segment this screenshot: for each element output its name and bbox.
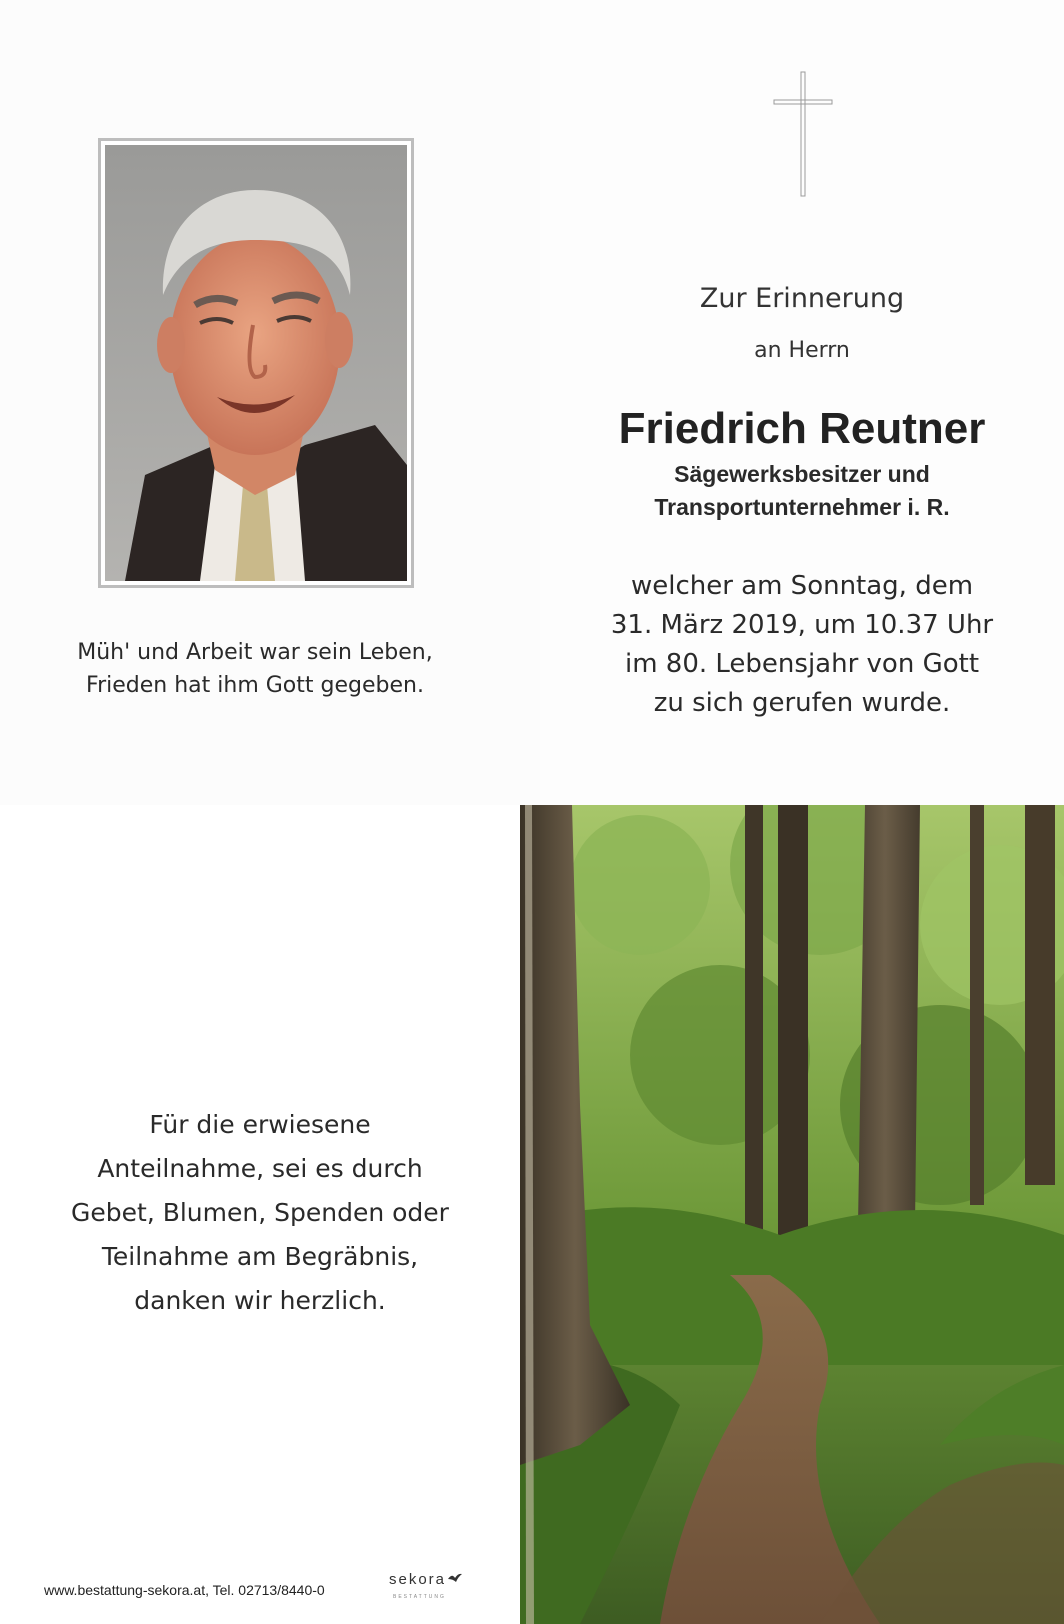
quote [30,636,480,702]
forest-image-panel [520,805,1064,1624]
intro-heading: Zur Erinnerung [699,283,905,314]
bird-icon [447,1572,463,1584]
portrait-panel [0,0,540,805]
intro-subheading: an Herrn [754,338,850,363]
thanks-line: Teilnahme am Begräbnis, [101,1242,419,1271]
thanks-line: danken wir herzlich. [134,1286,386,1315]
thanks-panel [0,805,520,1624]
forest-path-image [520,805,1064,1624]
occupation-line: Transportunternehmer i. R. [654,494,950,520]
death-notice-line: zu sich gerufen wurde. [653,688,951,718]
funeral-home-logo: sekora [389,1571,447,1588]
memorial-text-panel [540,0,1064,805]
thanks-text [20,1103,500,1323]
portrait-photo [98,138,414,588]
portrait-image [105,145,407,581]
quote-line: Müh' und Arbeit war sein Leben, [77,640,433,665]
death-notice [540,567,1064,723]
funeral-home-logo-subtitle: BESTATTUNG [393,1594,446,1600]
death-notice-line: im 80. Lebensjahr von Gott [624,649,980,679]
cross-icon [772,70,834,198]
footer-contact: www.bestattung-sekora.at, Tel. 02713/8440-0 [44,1582,325,1598]
thanks-line: Gebet, Blumen, Spenden oder [71,1198,449,1227]
deceased-name: Friedrich Reutner [618,404,986,453]
death-notice-line: welcher am Sonntag, dem [630,571,974,601]
quote-line: Frieden hat ihm Gott gegeben. [86,673,424,698]
thanks-line: Für die erwiesene [149,1110,371,1139]
occupation-line: Sägewerksbesitzer und [674,461,930,487]
thanks-line: Anteilnahme, sei es durch [97,1154,423,1183]
death-notice-line: 31. März 2019, um 10.37 Uhr [610,610,994,640]
